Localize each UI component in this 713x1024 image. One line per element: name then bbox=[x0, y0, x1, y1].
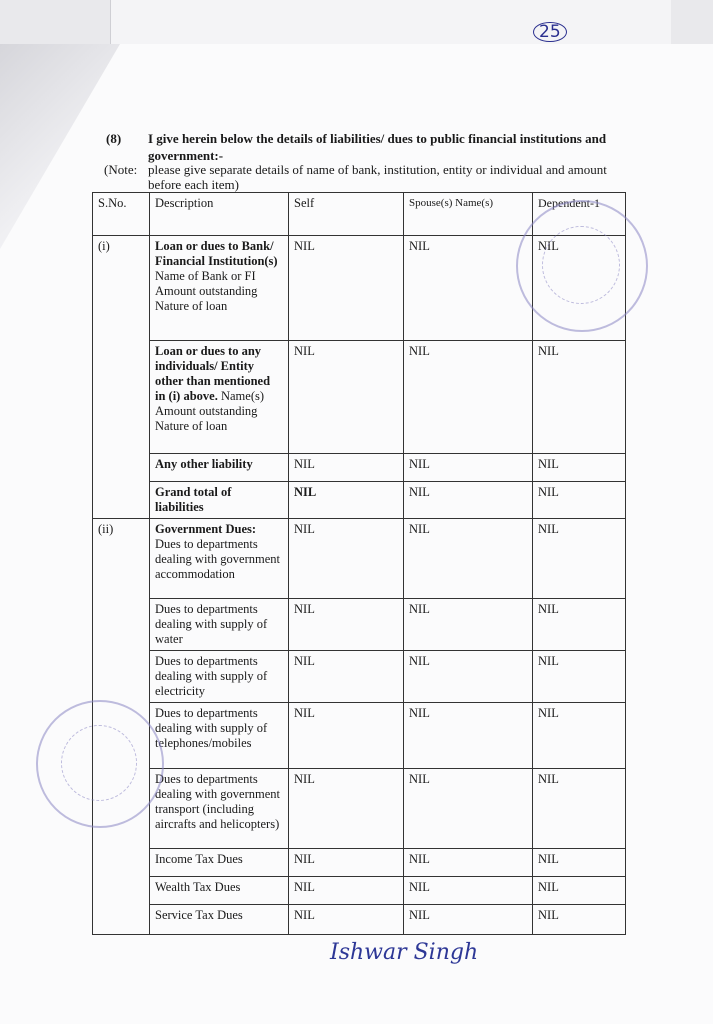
section-heading-text: I give herein below the details of liabilities/ dues to public financial institutions and government:- bbox=[148, 131, 607, 163]
notary-stamp bbox=[516, 200, 648, 332]
group-label-ii: (ii) bbox=[93, 519, 150, 935]
page-number: 25 bbox=[533, 22, 567, 42]
row-description-bold: Loan or dues to Bank/ Financial Institution(s) bbox=[155, 239, 278, 268]
cell-dependent: NIL bbox=[533, 599, 626, 651]
cell-spouse: NIL bbox=[404, 454, 533, 482]
cell-spouse: NIL bbox=[404, 703, 533, 769]
cell-dependent: NIL bbox=[533, 341, 626, 454]
cell-dependent: NIL bbox=[533, 877, 626, 905]
cell-self: NIL bbox=[289, 877, 404, 905]
row-description-text: Name of Bank or FI Amount outstanding Nature of loan bbox=[155, 269, 258, 313]
row-description bbox=[150, 236, 289, 341]
cell-dependent: NIL bbox=[533, 849, 626, 877]
table-row bbox=[93, 519, 626, 599]
cell-self: NIL bbox=[289, 651, 404, 703]
section-number: (8) bbox=[106, 131, 122, 146]
table-row bbox=[93, 454, 626, 482]
cell-spouse: NIL bbox=[404, 651, 533, 703]
cell-spouse: NIL bbox=[404, 236, 533, 341]
row-description: Income Tax Dues bbox=[150, 849, 289, 877]
header-dependent: Dependent-1 bbox=[533, 193, 626, 236]
table-row bbox=[93, 651, 626, 703]
cell-dependent: NIL bbox=[533, 236, 626, 341]
cell-self: NIL bbox=[289, 849, 404, 877]
cell-self: NIL bbox=[289, 236, 404, 341]
cell-dependent: NIL bbox=[533, 769, 626, 849]
row-description-bold: Any other liability bbox=[155, 457, 253, 471]
cell-self: NIL bbox=[289, 769, 404, 849]
row-description: Service Tax Dues bbox=[150, 905, 289, 935]
signature: Ishwar Singh bbox=[330, 940, 479, 965]
cell-spouse: NIL bbox=[404, 849, 533, 877]
cell-spouse: NIL bbox=[404, 599, 533, 651]
cell-dependent: NIL bbox=[533, 651, 626, 703]
table-row bbox=[93, 341, 626, 454]
group-label-i: (i) bbox=[93, 236, 150, 519]
header-description: Description bbox=[150, 193, 289, 236]
cell-self: NIL bbox=[289, 599, 404, 651]
cell-dependent: NIL bbox=[533, 482, 626, 519]
row-description-bold: Grand total of liabilities bbox=[155, 485, 232, 514]
table-row bbox=[93, 769, 626, 849]
row-description: Dues to departments dealing with supply of electricity bbox=[150, 651, 289, 703]
table-row bbox=[93, 703, 626, 769]
row-description: Dues to departments dealing with supply of telephones/mobiles bbox=[150, 703, 289, 769]
note-label: (Note: bbox=[104, 162, 138, 177]
note-text: please give separate details of name of bank, institution, entity or individual and amount before each item) bbox=[148, 162, 607, 192]
cell-dependent: NIL bbox=[533, 703, 626, 769]
cell-dependent: NIL bbox=[533, 519, 626, 599]
row-description bbox=[150, 341, 289, 454]
table-row bbox=[93, 482, 626, 519]
row-description-text: Name(s) Amount outstanding Nature of loan bbox=[155, 389, 265, 433]
table-row bbox=[93, 599, 626, 651]
cell-spouse: NIL bbox=[404, 877, 533, 905]
cell-spouse: NIL bbox=[404, 519, 533, 599]
table-row bbox=[93, 877, 626, 905]
row-description: Dues to departments dealing with government transport (including aircrafts and helicopters) bbox=[150, 769, 289, 849]
row-description bbox=[150, 519, 289, 599]
row-description-bold: Government Dues: bbox=[155, 522, 257, 536]
table-row bbox=[93, 849, 626, 877]
cell-self: NIL bbox=[289, 703, 404, 769]
cell-spouse: NIL bbox=[404, 341, 533, 454]
notary-stamp bbox=[36, 700, 164, 828]
header-self: Self bbox=[289, 193, 404, 236]
header-sno: S.No. bbox=[93, 193, 150, 236]
cell-spouse: NIL bbox=[404, 905, 533, 935]
cell-self: NIL bbox=[289, 519, 404, 599]
header-spouse: Spouse(s) Name(s) bbox=[404, 193, 533, 236]
cell-self: NIL bbox=[289, 341, 404, 454]
row-description: Wealth Tax Dues bbox=[150, 877, 289, 905]
row-description-bold: Loan or dues to any individuals/ Entity other than mentioned in (i) above. bbox=[155, 344, 271, 403]
cell-spouse: NIL bbox=[404, 482, 533, 519]
cell-spouse: NIL bbox=[404, 769, 533, 849]
row-description bbox=[150, 454, 289, 482]
row-description bbox=[150, 482, 289, 519]
cell-dependent: NIL bbox=[533, 905, 626, 935]
table-row bbox=[93, 905, 626, 935]
row-description: Dues to departments dealing with supply of water bbox=[150, 599, 289, 651]
cell-self: NIL bbox=[289, 454, 404, 482]
cell-self: NIL bbox=[289, 482, 404, 519]
row-description-text: Dues to departments dealing with government accommodation bbox=[155, 537, 280, 581]
cell-dependent: NIL bbox=[533, 454, 626, 482]
cell-self: NIL bbox=[289, 905, 404, 935]
